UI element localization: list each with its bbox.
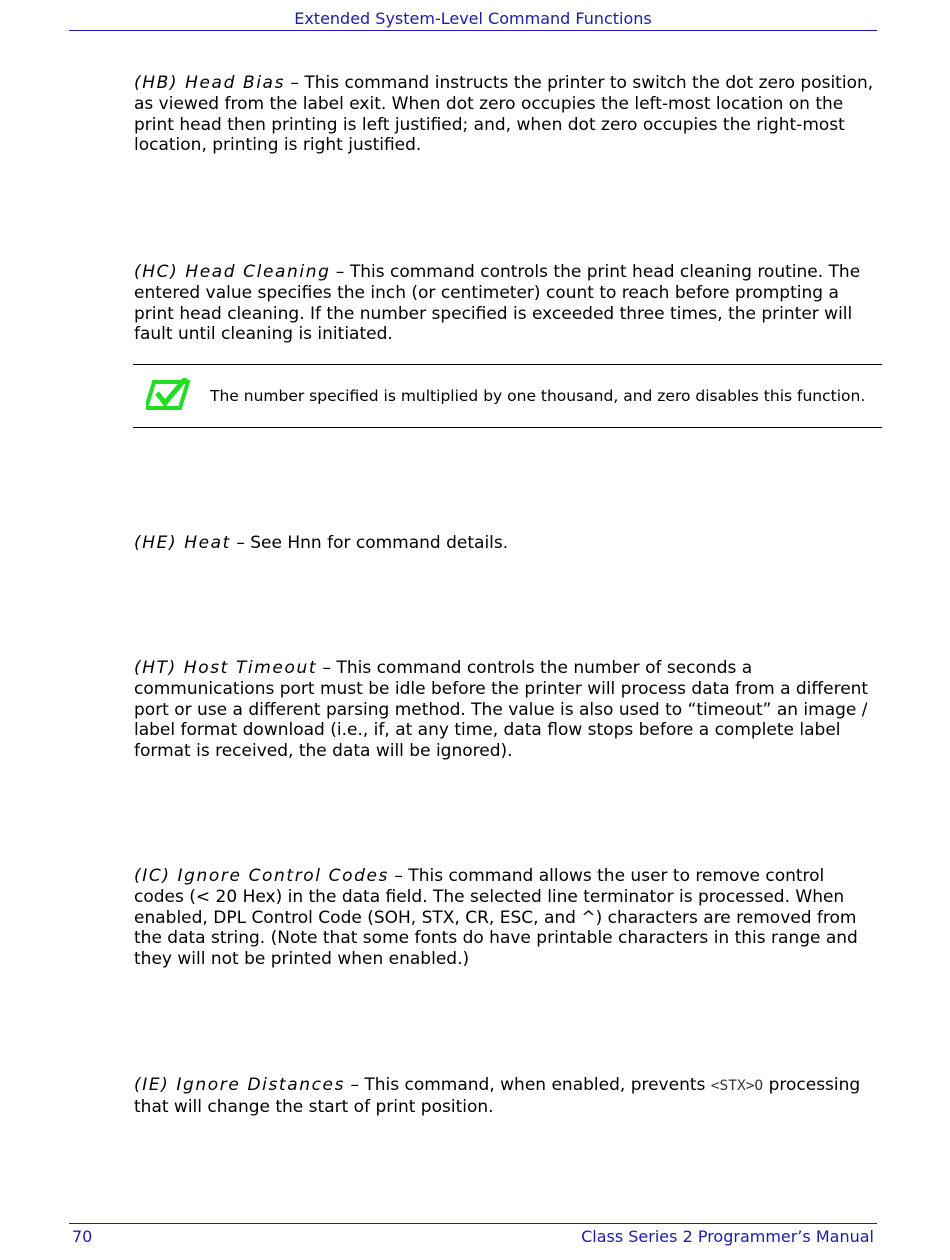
header-title: Extended System-Level Command Functions (294, 9, 652, 28)
header-rule (69, 30, 877, 31)
body-ignore-control-codes: – This command allows the user to remove control codes (< 20 Hex) in the data field. The selected line terminator is processed. When enabled, DPL Control Code (SOH, STX, CR, ESC, and ^) characters are removed from the data string. (Note that some fonts do have printable characters in this range and they will not be printed when enabled.) (134, 866, 858, 970)
term-host-timeout: (HT) Host Timeout (134, 658, 318, 678)
body-ignore-distances-cont: processing that will change the start of print position. (134, 1075, 861, 1117)
note-box (133, 364, 882, 428)
section-head-cleaning (134, 262, 879, 345)
section-host-timeout (134, 658, 879, 762)
section-ignore-distances (134, 1075, 879, 1118)
section-ignore-control-codes (134, 866, 879, 970)
body-head-bias: – This command instructs the printer to switch the dot zero position, as viewed from the label exit. When dot zero occupies the left-most location on the print head then printing is left justified; and, when dot zero occupies the right-most location, printing is right justified. (134, 73, 874, 156)
term-head-bias: (HB) Head Bias (134, 73, 286, 93)
checkmark-icon (146, 378, 190, 412)
note-text: The number specified is multiplied by one thousand, and zero disables this function. (210, 387, 866, 405)
section-heat (134, 533, 879, 554)
footer-rule (69, 1223, 877, 1224)
body-head-cleaning: – This command controls the print head cleaning routine. The entered value specifies the inch (or centimeter) count to reach before prompting a print head cleaning. If the number specified is exceeded three times, the printer will fault until cleaning is initiated. (134, 262, 861, 345)
body-ignore-distances: – This command, when enabled, prevents (345, 1075, 711, 1095)
term-heat: (HE) Heat (134, 533, 231, 553)
section-head-bias (134, 73, 879, 156)
term-ignore-control-codes: (IC) Ignore Control Codes (134, 866, 389, 886)
body-host-timeout: – This command controls the number of seconds a communications port must be idle before the printer will process data from a different port or use a different parsing method. The value is also used to “timeout” an image / label format download (i.e., if, at any time, data flow stops before a complete label format is received, the data will be ignored). (134, 658, 869, 762)
manual-title: Class Series 2 Programmer’s Manual (581, 1227, 874, 1246)
term-head-cleaning: (HC) Head Cleaning (134, 262, 331, 282)
code-stx-o: <STX>O (710, 1078, 764, 1094)
page-number: 70 (72, 1227, 93, 1246)
term-ignore-distances: (IE) Ignore Distances (134, 1075, 346, 1095)
body-heat: – See Hnn for command details. (230, 533, 509, 553)
